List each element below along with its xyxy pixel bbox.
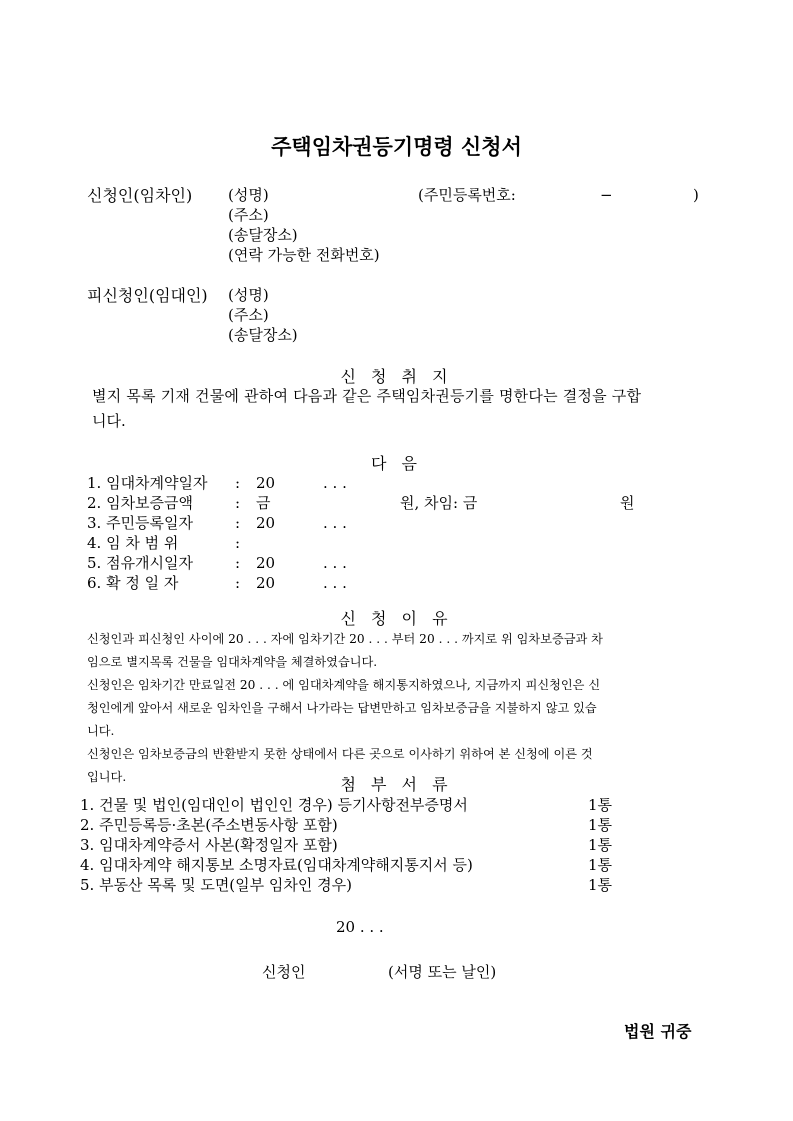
detail-colon: : [235,494,241,512]
attachment-count: 1통 [588,796,613,814]
attachment-count: 1통 [588,856,613,874]
reason-heading: 신 청 이 유 [340,609,453,628]
detail-value: 금 [256,494,271,512]
purpose-heading: 신 청 취 지 [340,367,453,386]
respondent-name-field: (성명) [228,286,269,304]
detail-rent-label: 원, 차임: 금 [400,494,478,512]
detail-value: 20 [256,474,276,492]
detail-value: 20 [256,514,276,532]
applicant-phone-field: (연락 가능한 전화번호) [228,246,380,264]
reason-line: 신청인은 임차보증금의 반환받지 못한 상태에서 다른 곳으로 이사하기 위하여 본 신청에 이른 것 [87,747,593,761]
attachment-count: 1통 [588,876,613,894]
applicant-rrn-dash: − [600,186,613,204]
court-addressee: 법원 귀중 [624,1022,692,1041]
filing-date: 20 . . . [336,918,384,936]
purpose-line-1: 별지 목록 기재 건물에 관하여 다음과 같은 주택임차권등기를 명한다는 결정을 구합 [92,387,642,405]
reason-line: 신청인은 임차기간 만료일전 20 . . . 에 임대차계약을 해지통지하였으나, 지금까지 피신청인은 신 [87,678,601,692]
detail-label: 3. 주민등록일자 [87,514,194,532]
respondent-address-field: (주소) [228,306,269,324]
detail-value: 20 [256,574,276,592]
attachment-item: 4. 임대차계약 해지통보 소명자료(임대차계약해지통지서 등) [80,856,473,874]
applicant-address-field: (주소) [228,206,269,224]
detail-label: 2. 임차보증금액 [87,494,194,512]
reason-line: 입니다. [87,770,127,784]
reason-line: 신청인과 피신청인 사이에 20 . . . 자에 임차기간 20 . . . 부터 20 . . . 까지로 위 임차보증금과 차 [87,632,603,646]
detail-label: 1. 임대차계약일자 [87,474,208,492]
detail-date-dots: . . . [323,514,347,532]
reason-line: 청인에게 앞아서 새로운 임차인을 구해서 나가라는 답변만하고 임차보증금을 지불하지 않고 있습 [87,701,597,715]
detail-label: 4. 임 차 범 위 [87,534,179,552]
detail-colon: : [235,574,241,592]
attachment-count: 1통 [588,816,613,834]
applicant-rrn-close: ) [693,186,699,204]
attachment-item: 5. 부동산 목록 및 도면(일부 임차인 경우) [80,876,352,894]
applicant-name-field: (성명) [228,186,269,204]
detail-date-dots: . . . [323,554,347,572]
detail-colon: : [235,554,241,572]
purpose-line-2: 니다. [92,412,126,430]
detail-label: 5. 점유개시일자 [87,554,194,572]
applicant-label: 신청인(임차인) [87,186,193,205]
detail-value: 20 [256,554,276,572]
detail-date-dots: . . . [323,474,347,492]
detail-colon: : [235,474,241,492]
detail-label: 6. 확 정 일 자 [87,574,179,592]
details-heading: 다 음 [371,454,422,473]
attachments-heading: 첨 부 서 류 [340,775,453,794]
signature-note: (서명 또는 날인) [388,963,497,981]
signature-label: 신청인 [262,963,306,981]
respondent-delivery-field: (송달장소) [228,326,298,344]
respondent-label: 피신청인(임대인) [87,286,208,305]
page-title: 주택임차권등기명령 신청서 [271,135,522,159]
reason-line: 임으로 별지목록 건물을 임대차계약을 체결하였습니다. [87,655,378,669]
attachment-item: 1. 건물 및 법인(임대인이 법인인 경우) 등기사항전부증명서 [80,796,468,814]
attachment-count: 1통 [588,836,613,854]
detail-colon: : [235,534,241,552]
attachment-item: 3. 임대차계약증서 사본(확정일자 포함) [80,836,338,854]
reason-line: 니다. [87,724,115,738]
attachment-item: 2. 주민등록등·초본(주소변동사항 포함) [80,816,338,834]
detail-rent-unit: 원 [620,494,635,512]
detail-date-dots: . . . [323,574,347,592]
detail-colon: : [235,514,241,532]
applicant-delivery-field: (송달장소) [228,226,298,244]
applicant-rrn-label: (주민등록번호: [418,186,516,204]
